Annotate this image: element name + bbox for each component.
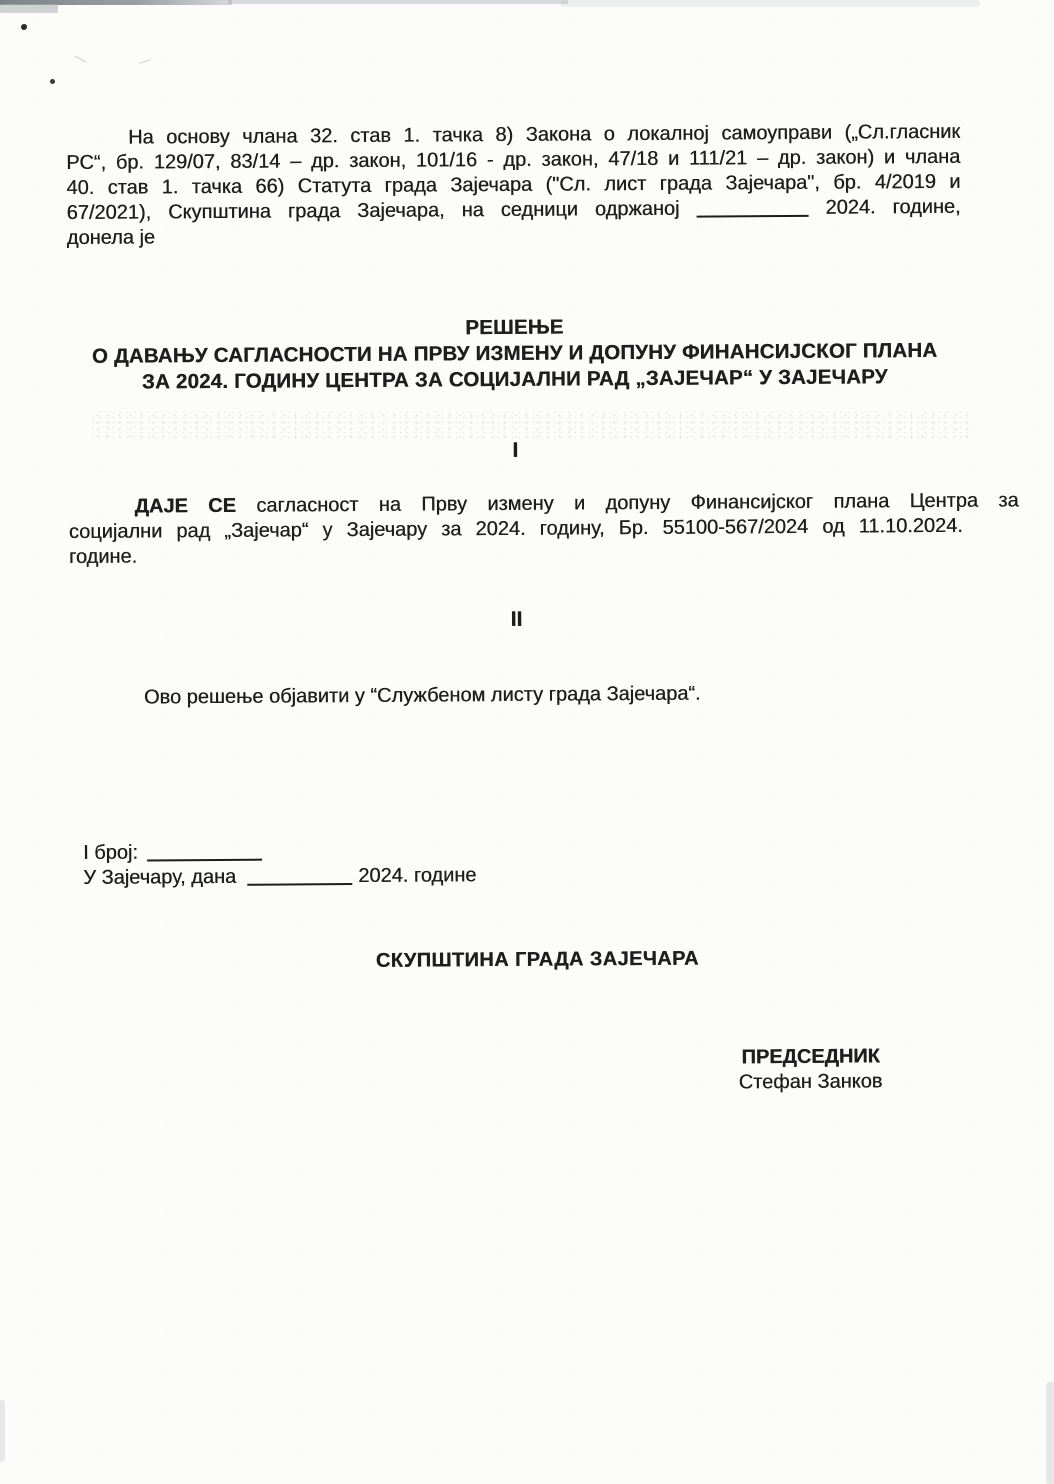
title-line-2: О ДАВАЊУ САГЛАСНОСТИ НА ПРВУ ИЗМЕНУ И ДОПУНУ ФИНАНСИЈСКОГ ПЛАНА — [91, 338, 938, 368]
section-1-numeral: I — [512, 438, 519, 462]
blank-number-line — [147, 855, 262, 862]
scan-edge-artifact — [0, 1400, 5, 1462]
blank-date-line — [696, 211, 808, 218]
intro-line-1: На основу члана 32. став 1. тачка 8) Закона о локалној самоуправи („Сл.гласник — [127, 120, 961, 149]
section-1-paragraph — [69, 488, 1020, 570]
intro-line-4-text: 67/2021), Скупштина града Зајечара, на седници одржаној — [66, 197, 680, 225]
president-title: ПРЕДСЕДНИК — [741, 1045, 880, 1069]
document-number-line — [83, 838, 476, 866]
title-line-1: РЕШЕЊЕ — [465, 315, 564, 340]
intro-line-5: донела је — [66, 226, 156, 250]
place-label: У Зајечару, дана — [83, 865, 237, 889]
intro-paragraph — [66, 120, 961, 251]
assembly-name: СКУПШТИНА ГРАДА ЗАЈЕЧАРА — [375, 947, 699, 972]
section-2-body: Ово решење објавити у “Службеном листу града Зајечара“. — [143, 682, 701, 709]
number-label: I број: — [82, 841, 138, 864]
year-suffix: 2024. године — [358, 864, 477, 888]
place-date-line — [83, 863, 476, 891]
intro-line-3: 40. став 1. тачка 66) Статута града Зајечара ("Сл. лист града Зајечара", бр. 4/2019 и — [66, 170, 961, 200]
section-1-line-2: социјални рад „Зајечар“ у Зајечару за 2024. годину, Бр. 55100-567/2024 од 11.10.2024. — [68, 514, 963, 544]
intro-line-2: РС“, бр. 129/07, 83/14 – др. закон, 101/16 - др. закон, 47/18 и 111/21 – др. закон) и члана — [66, 145, 961, 175]
section-1-line-3: године. — [68, 545, 138, 569]
intro-line-4-year: 2024. године, — [825, 195, 961, 219]
title-line-3: ЗА 2024. ГОДИНУ ЦЕНТРА ЗА СОЦИЈАЛНИ РАД „ЗАЈЕЧАР“ У ЗАЈЕЧАРУ — [141, 365, 888, 394]
daje-se-label: ДАЈЕ СЕ — [134, 494, 237, 518]
document-title — [67, 312, 962, 396]
blank-day-line — [248, 879, 353, 886]
president-name: Стефан Занков — [738, 1070, 883, 1094]
section-1-line-1-text: сагласност на Прву измену и допуну Финансијског плана Центра за — [256, 489, 1019, 517]
number-date-block — [83, 838, 477, 891]
section-2-numeral: II — [510, 607, 523, 631]
